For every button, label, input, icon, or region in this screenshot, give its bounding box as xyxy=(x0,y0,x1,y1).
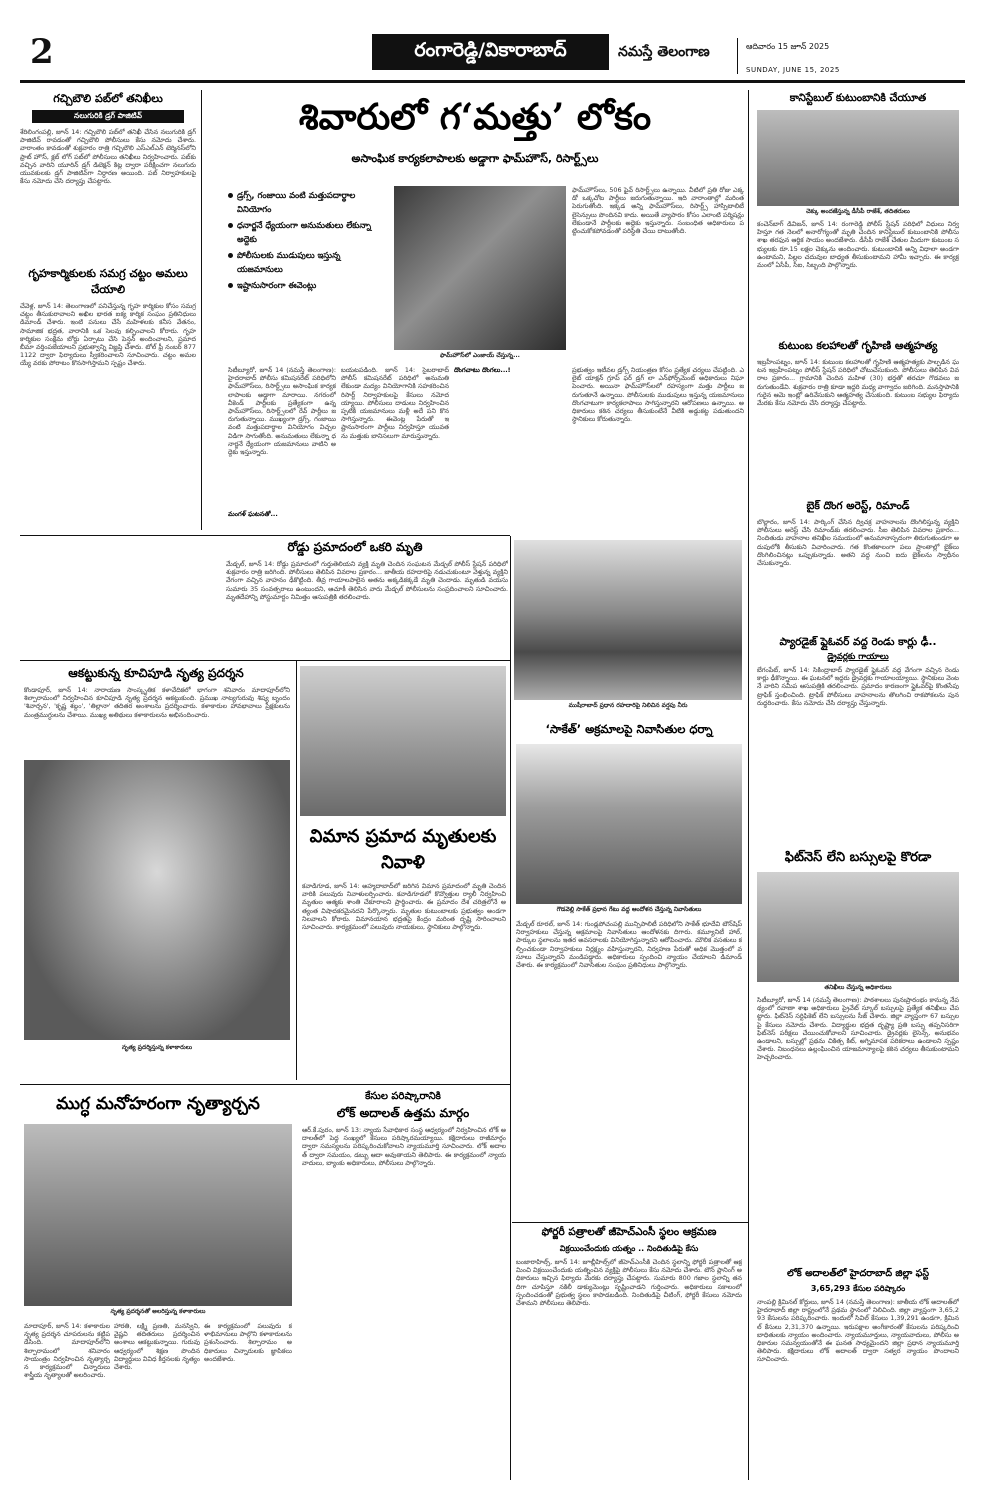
article-title: లోక్ అదాలత్‌లో హైదరాబాద్ జిల్లా ఫస్ట్ xyxy=(786,1268,930,1279)
article-body: సిటీబ్యూరో, జూన్ 14 (నమస్తే తెలంగాణ): పాఠశాలలు పునఃప్రారంభం కానున్న నేపథ్యంలో రవాణా శాఖ అధికారులు ప్రైవేట్ స్కూల్ బస్సులపై ప్రత్యేక తనిఖీలు చేపట్టారు. ఫిట్‌నెస్ సర్టిఫికెట్ లేని బస్సులను సీజ్ చేశారు. జిల్లా వ్యాప్తంగా 67 బస్సులపై కేసులు నమోదు చేశారు. విద్యార్థుల భద్రత దృష్ట్యా ప్రతి బస్సు తప్పనిసరిగా ఫిట్‌నెస్ పరీక్షలు చేయించుకోవాలని సూచించారు. డ్రైవర్లకు లైసెన్స్, అనుభవం ఉండాలని, బస్సుల్లో ప్రథమ చికిత్స కిట్, అగ్నిమాపక పరికరాలు ఉండాలని స్పష్టం చేశారు. నిబంధనలు ఉల్లంఘించిన యాజమాన్యాలపై కఠిన చర్యలు తీసుకుంటామని హెచ్చరించారు. xyxy=(757,996,959,1062)
article-kicker: దొంగచాటు దొంగలు...! xyxy=(454,366,511,374)
article-subtitle: నలుగురికి డ్రగ్ పాజిటివ్ xyxy=(32,110,184,123)
article-body: ఇబ్రహీంపట్నం, జూన్ 14: కుటుంబ కలహాలతో గృహిణి ఆత్మహత్యకు పాల్పడిన ఘటన ఇబ్రహీంపట్నం పోలీస్ స్టేషన్ పరిధిలో చోటుచేసుకుంది. పోలీసులు తెలిపిన వివరాల ప్రకారం... గ్రామానికి చెందిన మహిళ (30) భర్తతో తరచూ గొడవలు జరుగుతుండేవి. శుక్రవారం రాత్రి కూడా ఇద్దరి మధ్య వాగ్వాదం జరిగింది. మనస్తాపానికి గురైన ఆమె ఇంట్లో ఉరివేసుకుని ఆత్మహత్య చేసుకుంది. కుటుంబ సభ్యుల ఫిర్యాదు మేరకు కేసు నమోదు చేసి దర్యాప్తు చేపట్టారు. xyxy=(757,358,959,408)
article-body: బంజారాహిల్స్, జూన్ 14: జూబ్లీహిల్స్‌లో జీహెచ్ఎంసీకి చెందిన స్థలాన్ని ఫోర్జరీ పత్రాలతో ఆక్రమించి విక్రయించేందుకు యత్నించిన వ్యక్తిపై పోలీసులు కేసు నమోదు చేశారు. టౌన్ ప్లానింగ్ అధికారులు ఇచ్చిన ఫిర్యాదు మేరకు దర్యాప్తు చేపట్టారు. సుమారు 800 గజాల స్థలాన్ని తనదిగా చూపిస్తూ నకిలీ డాక్యుమెంట్లు సృష్టించాడని గుర్తించారు. అధికారులు సకాలంలో స్పందించడంతో ప్రభుత్వ స్థలం కాపాడబడింది. నిందితుడిపై చీటింగ్, ఫోర్జరీ కేసులు నమోదు చేశామని పోలీసులు తెలిపారు. xyxy=(516,1258,742,1308)
article-title: ఫోర్జరీ పత్రాలతో జీహెచ్ఎంసీ స్థలం ఆక్రమణ xyxy=(541,1226,717,1238)
article-kicker: మంగళ్ ఘటనతో... xyxy=(228,510,278,518)
edition-date-telugu: ఆదివారం 15 జూన్ 2025 xyxy=(746,42,830,51)
highlight-item: పోలీసులకు ముడుపులు ఇస్తున్న యజమానులు xyxy=(228,248,378,276)
photo-caption: చెక్కు అందజేస్తున్న డీసీపీ రాజేశ్, తదితరులు xyxy=(806,208,910,215)
article-body: ఫామ్‌హౌస్‌లు, 506 ఫైవ్ రిసార్ట్స్‌లు ఉన్నాయి. వీటిలో ప్రతి రోజు ఎక్కడో ఒక్కచోట పార్టీలు జరుగుతున్నాయి. ఇది వారాంతాల్లో మరింత పెరుగుతోంది. ఇక్కడ అన్ని ఫామ్‌హౌస్‌లు, రిసార్ట్స్ హాస్పిటాలిటీ లైసెన్సులు పొందినవి కాదు. అయితే వ్యాపారం కోసం ఎలాంటి పర్మిషన్లు లేకుండానే పార్టీలకు అద్దెకు ఇస్తున్నారు. సంబంధిత అధికారులు పట్టించుకోకపోవడంతో పరిస్థితి చేయి దాటుతోంది. xyxy=(572,186,744,236)
column-divider xyxy=(296,660,297,1080)
article-body: చేవెళ్ల, జూన్ 14: తెలంగాణలో పనిచేస్తున్న గృహ కార్మికుల కోసం సమగ్ర చట్టం తీసుకురావాలని అఖిల భారత ఐక్య కార్మిక సంఘం ప్రతినిధులు డిమాండ్ చేశారు. ఇంటి పనులు చేసే మహిళలకు కనీస వేతనం, సామాజిక భద్రత, వారానికి ఒక సెలవు కల్పించాలని కోరారు. గృహ కార్మికుల సంక్షేమ బోర్డు ఏర్పాటు చేసి పెన్షన్ అందించాలని, ప్రమాద బీమా వర్తింపజేయాలని ప్రభుత్వాన్ని విజ్ఞప్తి చేశారు. టోల్ ఫ్రీ నంబర్ 8771122 ద్వారా ఫిర్యాదులు స్వీకరించాలని సూచించారు. చట్టం అమలయ్యే వరకు పోరాటం కొనసాగిస్తామని స్పష్టం చేశారు. xyxy=(20,302,196,368)
section-divider xyxy=(20,660,510,661)
article-title: కుటుంబ కలహాలతో గృహిణి ఆత్మహత్య xyxy=(778,340,938,352)
article-title: విమాన ప్రమాద మృతులకు నివాళి xyxy=(309,826,497,873)
paper-name: నమస్తే తెలంగాణ xyxy=(618,44,710,60)
article-body: నాంపల్లి క్రిమినల్ కోర్టులు, జూన్ 14 (నమస్తే తెలంగాణ): జాతీయ లోక్ అదాలత్‌లో హైదరాబాద్ జిల్లా రాష్ట్రంలోనే ప్రథమ స్థానంలో నిలిచింది. జిల్లా వ్యాప్తంగా 3,65,293 కేసులను పరిష్కరించారు. ఇందులో సివిల్ కేసులు 1,39,291 ఉండగా, క్రిమినల్ కేసులు 2,31,370 ఉన్నాయి. ఇరుపక్షాల అంగీకారంతో కేసులను పరిష్కరించి బాధితులకు న్యాయం అందించారు. న్యాయమూర్తులు, న్యాయవాదులు, పోలీసు అధికారుల సమన్వయంతోనే ఈ ఘనత సాధ్యమైందని జిల్లా ప్రధాన న్యాయమూర్తి తెలిపారు. కక్షిదారులు లోక్ అదాలత్ ద్వారా సత్వర న్యాయం పొందాలని సూచించారు. xyxy=(757,1298,959,1364)
photo-caption: నృత్య ప్రదర్శిస్తున్న కళాకారులు xyxy=(121,1044,193,1051)
article-photo xyxy=(757,110,959,206)
bullet-icon xyxy=(228,283,233,288)
article-body: కంచెన్‌బాగ్ డివిజన్, జూన్ 14: రంగారెడ్డి పోలీస్ స్టేషన్ పరిధిలో విధులు నిర్వహిస్తూ గత నెలలో అనారోగ్యంతో మృతి చెందిన కానిస్టేబుల్ కుటుంబానికి పోలీసు శాఖ తరఫున ఆర్థిక సాయం అందజేశారు. డీసీపీ రాజేశ్ చేతుల మీదుగా కుటుంబ సభ్యులకు రూ.15 లక్షల చెక్కును అందించారు. కుటుంబానికి అన్ని విధాలా అండగా ఉంటామని, పిల్లల చదువుల బాధ్యత తీసుకుంటామని హామీ ఇచ్చారు. ఈ కార్యక్రమంలో ఏసీపీ, సీఐ, సిబ్బంది పాల్గొన్నారు. xyxy=(757,220,959,270)
photo-caption: ఫామ్‌హౌస్‌లో ఎంజాయ్ చేస్తున్న... xyxy=(440,352,520,359)
section-divider xyxy=(20,535,510,536)
article-body: మేడ్చల్ రూరల్, జూన్ 14: గుండ్లపోచంపల్లి మున్సిపాలిటీ పరిధిలోని సాకేత్ భూదేవి టౌన్‌షిప్ నిర్వాహకులు చేస్తున్న అక్రమాలపై నివాసితులు ఆందోళనకు దిగారు. కమ్యూనిటీ హాల్, పార్కుల స్థలాలను ఇతర అవసరాలకు వినియోగిస్తున్నారని ఆరోపించారు. మౌలిక వసతులు కల్పించకుండా నిర్వాహకులు నిర్లక్ష్యం వహిస్తున్నారని, నిర్వహణ పేరుతో అధిక మొత్తంలో వసూలు చేస్తున్నారని మండిపడ్డారు. అధికారులు స్పందించి న్యాయం చేయాలని డిమాండ్ చేశారు. ఈ కార్యక్రమంలో నివాసితుల సంఘం ప్రతినిధులు పాల్గొన్నారు. xyxy=(516,920,742,970)
lead-photo xyxy=(394,186,566,350)
photo-caption: తనిఖీలు చేస్తున్న అధికారులు xyxy=(824,984,892,991)
article-title: బైక్ దొంగ అరెస్ట్, రిమాండ్ xyxy=(806,500,910,512)
article-body: శేరిలింగంపల్లి, జూన్ 14: గచ్చిబౌలి పబ్‌లో తనిఖీ చేసిన నలుగురికి డ్రగ్ పాజిటివ్ రావడంతో గచ్చిబౌలి పోలీసులు కేసు నమోదు చేశారు. వారాంతం కావడంతో శుక్రవారం రాత్రి గచ్చిబౌలి ఎస్ఎల్ఎన్ టెర్మినస్‌లోని ఫ్రాట్ హౌస్, క్లబ్ లోగ్ పబ్‌లో పోలీసులు తనిఖీలు నిర్వహించారు. పబ్‌కు వచ్చిన వారిని యూరిన్ డ్రగ్ డిటెక్షన్ కిట్ల ద్వారా పరీక్షించగా నలుగురు యువకులకు డ్రగ్ పాజిటివ్‌గా నిర్ధారణ అయింది. పబ్ నిర్వాహకులపై కేసు నమోదు చేసి దర్యాప్తు చేపట్టారు. xyxy=(20,128,196,186)
section-banner: రంగారెడ్డి/వికారాబాద్ xyxy=(372,34,609,70)
article-subtitle: విక్రయించేందుకు యత్నం .. నిందితుడిపై కేసు xyxy=(559,1244,699,1253)
bullet-icon xyxy=(228,223,233,228)
article-body: సిటీబ్యూరో, జూన్ 14 (నమస్తే తెలంగాణ): హైదరాబాద్ పోలీసు కమిషనరేట్ పరిధిలోని ఫామ్‌హౌస్‌లు, రిసార్ట్స్‌లు అసాంఘిక కార్యకలాపాలకు అడ్డాగా మారాయి. నగరంలో వీకెండ్ పార్టీలకు ప్రత్యేకంగా ఉన్న ఫామ్‌హౌస్‌లు, రిసార్ట్స్‌లలో రేవ్ పార్టీలు జరుగుతున్నాయి. ముఖ్యంగా డ్రగ్స్, గంజాయి వంటి మత్తుపదార్థాల వినియోగం విచ్చలవిడిగా సాగుతోంది. అనుమతులు లేకున్నా ధనార్జనే ధ్యేయంగా యజమానులు వాటిని అద్దెకు ఇస్తున్నారు. xyxy=(228,366,336,457)
masthead-rule xyxy=(20,80,965,83)
column-divider xyxy=(510,536,511,1480)
article-body: బొల్లారం, జూన్ 14: పార్కింగ్ చేసిన ద్విచక్ర వాహనాలను దొంగిలిస్తున్న వ్యక్తిని పోలీసులు అరెస్ట్ చేసి రిమాండ్‌కు తరలించారు. సీఐ తెలిపిన వివరాల ప్రకారం... నిందితుడు వాహనాల తనిఖీల సమయంలో అనుమానాస్పదంగా తిరుగుతుండగా అదుపులోకి తీసుకుని విచారించారు. గత కొంతకాలంగా పలు ప్రాంతాల్లో బైక్‌లు దొంగిలించినట్లు ఒప్పుకున్నాడు. అతని వద్ద నుంచి ఐదు బైక్‌లను స్వాధీనం చేసుకున్నారు. xyxy=(757,518,959,568)
dance-photo xyxy=(24,1124,292,1306)
page-number: 2 xyxy=(30,32,54,72)
protest-photo xyxy=(516,744,742,904)
column-divider xyxy=(748,90,749,1480)
lead-subheadline: అసాంఘిక కార్యకలాపాలకు అడ్డాగా ఫామ్‌హౌస్, రిసార్ట్స్‌లు xyxy=(351,152,599,165)
photo-caption: నృత్య ప్రదర్శనతో అలరిస్తున్న కళాకారులు xyxy=(110,1308,206,1315)
photo-caption: గౌడవెల్లి సాకేత్ ప్రధాన గేటు వద్ద ఆందోళన చేస్తున్న నివాసితులు xyxy=(556,906,702,913)
bullet-icon xyxy=(228,193,233,198)
photo-caption: ముషీరాబాద్ ప్రధాన రహదారిపై నిలిచిన వర్షపు నీరు xyxy=(568,702,688,709)
article-body: ఆర్.కే.పురం, జూన్ 13: న్యాయ సేవాధికార సంస్థ ఆధ్వర్యంలో నిర్వహించిన లోక్ అదాలత్‌లో పెద్ద సంఖ్యలో కేసులు పరిష్కారమయ్యాయి. కక్షిదారులు రాజీమార్గం ద్వారా సమస్యలను పరిష్కరించుకోవాలని న్యాయమూర్తి సూచించారు. లోక్ అదాలత్ ద్వారా సమయం, డబ్బు ఆదా అవుతాయని తెలిపారు. ఈ కార్యక్రమంలో న్యాయవాదులు, బ్యాంకు అధికారులు, పోలీసులు పాల్గొన్నారు. xyxy=(302,1126,506,1167)
lead-highlights xyxy=(228,188,378,328)
article-kicker: కేసుల పరిష్కారానికి xyxy=(365,1091,441,1102)
article-body: హారతి, లక్ష్మి ప్రణతి, మనస్విని, వైష్ణవి తదితరులు ప్రదర్శించిన అంశాలు ఆకట్టుకున్నాయి. గురువు ఆధ్వర్యంలో శిక్షణ పొందిన విద్యార్థులు వివిధ కీర్తనలకు నృత్యం చేశారు. xyxy=(114,1322,200,1372)
article-title: ప్యారడైజ్ ఫ్లైఓవర్ వద్ద రెండు కార్లు ఢీ.. xyxy=(779,636,937,648)
masthead-divider xyxy=(737,38,738,74)
column-divider xyxy=(201,90,202,530)
section-divider xyxy=(20,1084,300,1085)
highlight-item: ఇష్టానుసారంగా ఈవెంట్లు xyxy=(228,278,378,292)
article-title: ‘సాకేత్’ అక్రమాలపై నివాసితుల ధర్నా xyxy=(545,722,713,736)
article-body: మేడ్చల్, జూన్ 14: రోడ్డు ప్రమాదంలో గుర్తుతెలియని వ్యక్తి మృతి చెందిన సంఘటన మేడ్చల్ పోలీస్ స్టేషన్ పరిధిలో శుక్రవారం రాత్రి జరిగింది. పోలీసులు తెలిపిన వివరాల ప్రకారం... జాతీయ రహదారిపై నడుచుకుంటూ వెళ్తున్న వ్యక్తిని వేగంగా వచ్చిన వాహనం ఢీకొట్టింది. తీవ్ర గాయాలపాలైన అతను అక్కడికక్కడే మృతి చెందాడు. మృతుడి వయసు సుమారు 35 సంవత్సరాలు ఉంటుందని, ఆచూకీ తెలిసిన వారు మేడ్చల్ పోలీసులను సంప్రదించాలని సూచించారు. మృతదేహాన్ని పోస్టుమార్టం నిమిత్తం ఆసుపత్రికి తరలించారు. xyxy=(226,560,508,601)
article-body: కొండాపూర్, జూన్ 14: నారాయణ సాంస్కృతిక కళావేదికలో భాగంగా శనివారం మాదాపూర్‌లోని శిల్పారామంలో నిర్వహించిన కూచిపూడి నృత్య ప్రదర్శన ఆకట్టుకుంది. ప్రముఖ నాట్యగురువు శిష్య బృందం 'శివార్చన', 'కృష్ణ శబ్దం', 'తిల్లానా' తదితర అంశాలను ప్రదర్శించారు. కళాకారుల హావభావాలు ప్రేక్షకులను మంత్రముగ్ధులను చేశాయి. ముఖ్య అతిథులు కళాకారులను అభినందించారు. xyxy=(24,686,290,719)
section-divider xyxy=(512,1222,748,1223)
bullet-icon xyxy=(228,253,233,258)
article-body: కవాడిగూడ, జూన్ 14: అహ్మదాబాద్‌లో జరిగిన విమాన ప్రమాదంలో మృతి చెందిన వారికి పలువురు నివాళులర్పించారు. కవాడిగూడలో కొవ్వొత్తుల ర్యాలీ నిర్వహించి మృతుల ఆత్మకు శాంతి చేకూరాలని ప్రార్థించారు. ఈ ప్రమాదం దేశ చరిత్రలోనే అత్యంత విషాదకరమైనదని పేర్కొన్నారు. మృతుల కుటుంబాలకు ప్రభుత్వం అండగా నిలవాలని కోరారు. విమానయాన భద్రతపై కేంద్రం మరింత దృష్టి సారించాలని సూచించారు. కార్యక్రమంలో పలువురు నాయకులు, స్థానికులు పాల్గొన్నారు. xyxy=(302,882,506,932)
highlight-item: డ్రగ్స్, గంజాయి వంటి మత్తుపదార్థాల వినియోగం xyxy=(228,188,378,216)
article-body: మాదాపూర్, జూన్ 14: కళాకారుల నృత్య ప్రదర్శన చూపరులను కట్టిపడేసింది. మాదాపూర్‌లోని శిల్పారామంలో శనివారం సాయంత్రం నిర్వహించిన నృత్యార్చన కార్యక్రమంలో చిన్నారులు శాస్త్రీయ నృత్యాలతో అలరించారు. xyxy=(24,1322,110,1380)
article-subtitle: 3,65,293 కేసుల పరిష్కారం xyxy=(810,1284,906,1293)
article-photo xyxy=(757,872,959,982)
article-body: బయటపడింది. జూన్ 14: సైబరాబాద్ పోలీస్ కమిషనరేట్ పరిధిలో అనుమతి లేకుండా మద్యం వినియోగానికి సహకరించిన రిసార్ట్ నిర్వాహకులపై కేసులు నమోదయ్యాయి. పోలీసులు దాడులు నిర్వహించినప్పటికీ యజమానులు మళ్లీ అదే పని కొనసాగిస్తున్నారు. ఈవెంట్ల పేరుతో ఇష్టానుసారంగా పార్టీలు నిర్వహిస్తూ యువతను మత్తుకు బానిసలుగా మారుస్తున్నారు. xyxy=(341,366,449,440)
article-title: రోడ్డు ప్రమాదంలో ఒకరి మృతి xyxy=(287,540,423,554)
article-body: ప్రభుత్వం ఇటీవల డ్రగ్స్ నియంత్రణ కోసం ప్రత్యేక చర్యలు చేపట్టింది. ఎలైట్ యాక్షన్ గ్రూప్ ఫర్ డ్రగ్ లా ఎన్‌ఫోర్స్‌మెంట్ అధికారులు నిఘా పెంచారు. అయినా ఫామ్‌హౌస్‌లలో రహస్యంగా మత్తు పార్టీలు జరుగుతూనే ఉన్నాయి. పోలీసులకు ముడుపులు ఇస్తున్న యజమానులు దొంగచాటుగా కార్యకలాపాలు సాగిస్తున్నారని ఆరోపణలు ఉన్నాయి. అధికారులు కఠిన చర్యలు తీసుకుంటేనే వీటికి అడ్డుకట్ట పడుతుందని స్థానికులు కోరుతున్నారు. xyxy=(572,366,744,424)
edition-date-english: SUNDAY, JUNE 15, 2025 xyxy=(746,66,840,74)
rain-photo xyxy=(514,540,742,700)
dance-photo xyxy=(24,760,290,1040)
protest-photo xyxy=(300,666,506,816)
article-body: బేగంపేట్, జూన్ 14: సికింద్రాబాద్ ప్యారడైజ్ ఫ్లైఓవర్ వద్ద వేగంగా వచ్చిన రెండు కార్లు ఢీకొన్నాయి. ఈ ఘటనలో ఇద్దరు డ్రైవర్లకు గాయాలయ్యాయి. స్థానికులు వెంటనే వారిని సమీప ఆసుపత్రికి తరలించారు. ప్రమాదం కారణంగా ఫ్లైఓవర్‌పై కొంతసేపు ట్రాఫిక్ స్తంభించింది. ట్రాఫిక్ పోలీసులు వాహనాలను తొలగించి రాకపోకలను పునరుద్ధరించారు. కేసు నమోదు చేసి దర్యాప్తు చేస్తున్నారు. xyxy=(757,666,959,707)
article-title: గృహకార్మికులకు సమగ్ర చట్టం అమలు చేయాలి xyxy=(28,267,188,296)
article-title: ఆకట్టుకున్న కూచిపూడి నృత్య ప్రదర్శన xyxy=(68,666,244,680)
article-subtitle: డ్రైవర్లకు గాయాలు xyxy=(827,652,889,662)
article-title: ఫిట్‌నెస్ లేని బస్సులపై కొరడా xyxy=(784,850,932,865)
article-title: కానిస్టేబుల్ కుటుంబానికి చేయూత xyxy=(789,92,927,104)
article-title: గచ్చిబౌలి పబ్‌లో తనిఖీలు xyxy=(53,92,163,105)
lead-headline: శివారులో గ‘మత్తు’ లోకం xyxy=(298,96,652,138)
article-title: లోక్ అదాలత్ ఉత్తమ మార్గం xyxy=(336,1106,470,1120)
article-body: ఈ కార్యక్రమంలో పలువురు కళాభిమానులు పాల్గొని కళాకారులను ప్రశంసించారు. శిల్పారామం అధికారులు చిన్నారులకు జ్ఞాపికలు అందజేశారు. xyxy=(204,1322,292,1363)
section-divider xyxy=(300,1084,510,1085)
article-title: ముగ్ధ మనోహరంగా నృత్యార్చన xyxy=(56,1094,260,1114)
highlight-item: ధనార్జనే ధ్యేయంగా అనుమతులు లేకున్నా అద్దెకు xyxy=(228,218,378,246)
